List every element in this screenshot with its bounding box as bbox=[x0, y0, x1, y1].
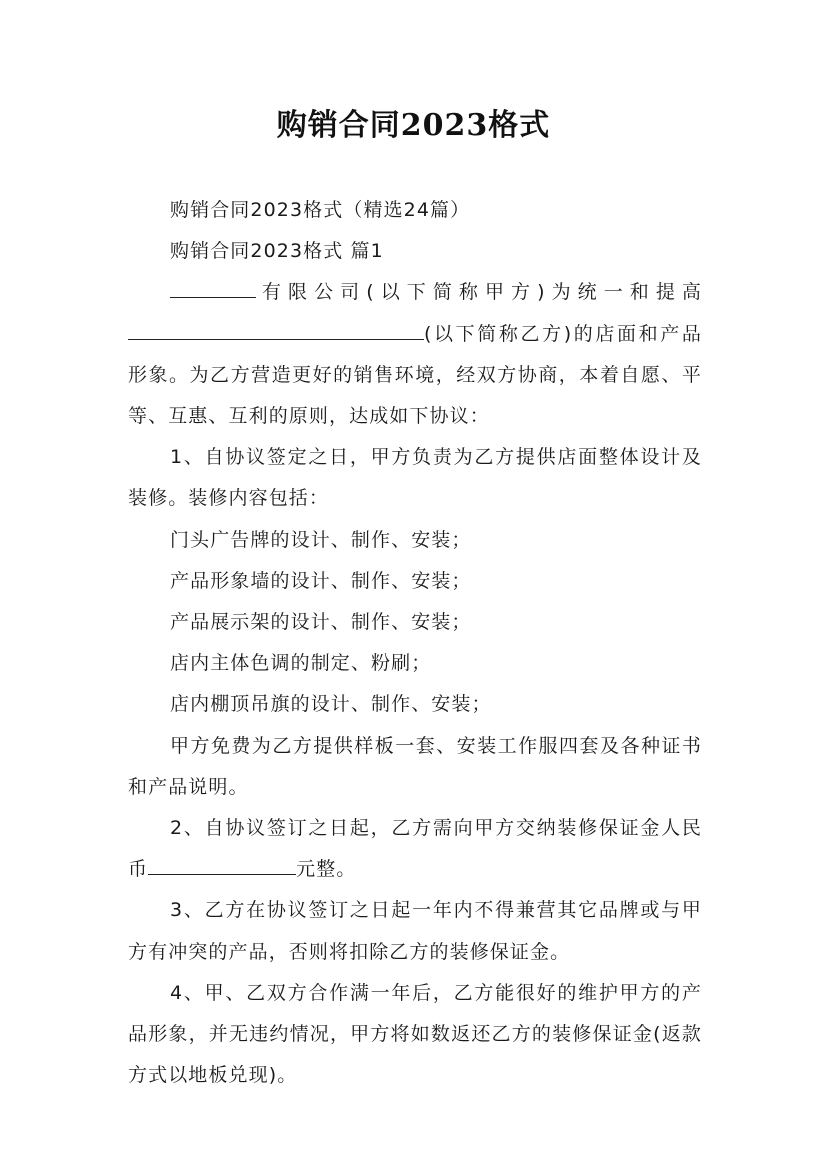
document-body bbox=[128, 190, 702, 1096]
document-title: 购销合同2023格式 bbox=[276, 108, 551, 143]
clause-1: 1、自协议签定之日，甲方负责为乙方提供店面整体设计及装修。装修内容包括： bbox=[128, 446, 702, 510]
list-item: 店内棚顶吊旗的设计、制作、安装； bbox=[170, 693, 492, 716]
intro-text-2: (以下简称乙方)的店面和产品形象。为乙方营造更好的销售环境，经双方协商，本着自愿、平等、互惠、互利的原则，达成如下协议： bbox=[128, 322, 702, 428]
clause-3: 3、乙方在协议签订之日起一年内不得兼营其它品牌或与甲方有冲突的产品，否则将扣除乙方的装修保证金。 bbox=[128, 899, 702, 963]
clause-1-note: 甲方免费为乙方提供样板一套、安装工作服四套及各种证书和产品说明。 bbox=[128, 734, 702, 798]
clause-4: 4、甲、乙双方合作满一年后，乙方能很好的维护甲方的产品形象，并无违约情况，甲方将如数返还乙方的装修保证金(返款方式以地板兑现)。 bbox=[128, 981, 702, 1087]
clause-2-text-2: 元整。 bbox=[296, 858, 357, 881]
contract-subtitle: 购销合同2023格式（精选24篇） bbox=[170, 199, 471, 221]
blank-line bbox=[148, 856, 296, 875]
intro-text-1: 有限公司(以下简称甲方)为统一和提高 bbox=[256, 281, 702, 304]
list-item: 店内主体色调的制定、粉刷； bbox=[170, 652, 432, 675]
blank-line bbox=[128, 321, 424, 340]
clause-2 bbox=[128, 808, 702, 890]
clause-2-text-1: 2、自协议签订之日起，乙方需向甲方交纳装修保证金人民币 bbox=[128, 817, 702, 881]
blank-line bbox=[170, 279, 256, 298]
intro-paragraph bbox=[128, 272, 702, 437]
list-item: 产品展示架的设计、制作、安装； bbox=[170, 611, 472, 634]
section-heading: 购销合同2023格式 篇1 bbox=[170, 240, 384, 263]
list-item: 门头广告牌的设计、制作、安装； bbox=[170, 528, 472, 551]
list-item: 产品形象墙的设计、制作、安装； bbox=[170, 569, 472, 592]
